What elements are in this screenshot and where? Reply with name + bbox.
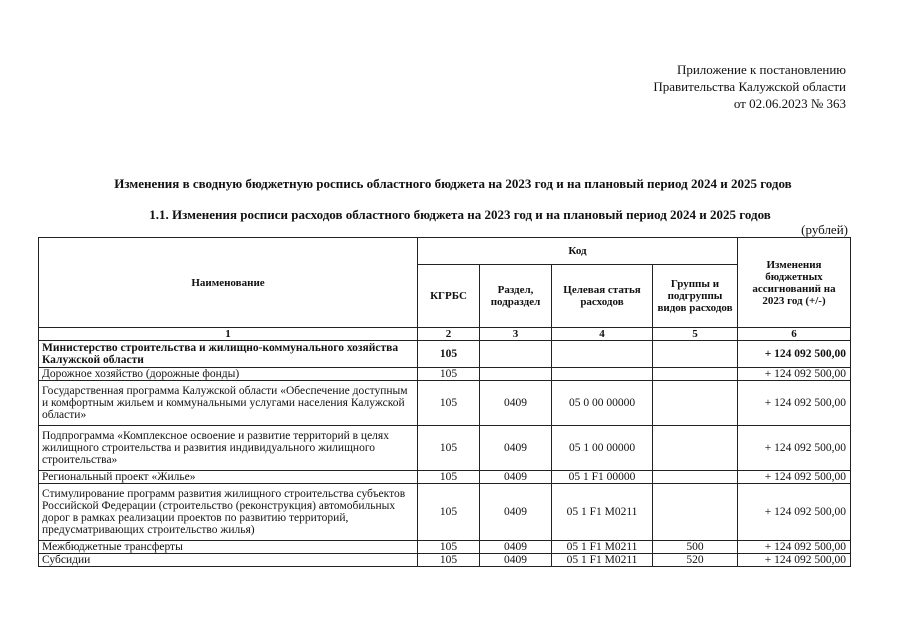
col-number-3: 3 [480,328,552,341]
col-number-4: 4 [552,328,653,341]
row-group [653,381,738,426]
row-target [552,341,653,368]
row-target: 05 1 F1 M0211 [552,554,653,567]
col-number-1: 1 [39,328,418,341]
row-kgrbs: 105 [418,541,480,554]
col-number-5: 5 [653,328,738,341]
row-target [552,368,653,381]
row-amount: + 124 092 500,00 [738,471,851,484]
row-target: 05 1 F1 M0211 [552,541,653,554]
header-groups: Группы и подгруппы видов расходов [653,265,738,328]
row-amount: + 124 092 500,00 [738,381,851,426]
row-target: 05 1 F1 M0211 [552,484,653,541]
col-number-2: 2 [418,328,480,341]
table-row [39,541,851,554]
row-target: 05 0 00 00000 [552,381,653,426]
row-name: Подпрограмма «Комплексное освоение и развитие территорий в целях жилищного строительства и развития индивидуального жилищного строительства» [39,426,418,471]
row-section: 0409 [480,484,552,541]
row-name: Региональный проект «Жилье» [39,471,418,484]
row-group [653,341,738,368]
header-target: Целевая статья расходов [552,265,653,328]
row-amount: + 124 092 500,00 [738,426,851,471]
row-group: 520 [653,554,738,567]
row-section [480,341,552,368]
table-row [39,554,851,567]
header-name: Наименование [39,238,418,328]
document-title: Изменения в сводную бюджетную роспись областного бюджета на 2023 год и на плановый период 2024 и 2025 годов [114,176,792,191]
annex-line-2: Правительства Калужской области [653,79,846,94]
row-kgrbs: 105 [418,426,480,471]
row-name: Межбюджетные трансферты [39,541,418,554]
row-name: Государственная программа Калужской области «Обеспечение доступным и комфортным жильем и коммунальными услугами населения Калужской области» [39,381,418,426]
row-kgrbs: 105 [418,368,480,381]
row-kgrbs: 105 [418,484,480,541]
row-kgrbs: 105 [418,341,480,368]
row-section [480,368,552,381]
row-target: 05 1 00 00000 [552,426,653,471]
col-number-6: 6 [738,328,851,341]
row-section: 0409 [480,554,552,567]
header-kgrbs: КГРБС [418,265,480,328]
row-group [653,471,738,484]
annex-line-3: от 02.06.2023 № 363 [733,96,846,111]
row-name: Субсидии [39,554,418,567]
row-group [653,426,738,471]
row-kgrbs: 105 [418,381,480,426]
row-section: 0409 [480,471,552,484]
row-kgrbs: 105 [418,554,480,567]
row-section: 0409 [480,381,552,426]
row-amount: + 124 092 500,00 [738,554,851,567]
row-name: Министерство строительства и жилищно-коммунального хозяйства Калужской области [39,341,418,368]
table-row [39,426,851,471]
annex-block [653,61,846,112]
table-row [39,381,851,426]
document-subtitle: 1.1. Изменения росписи расходов областного бюджета на 2023 год и на плановый период 2024 и 2025 годов [149,207,771,222]
row-target: 05 1 F1 00000 [552,471,653,484]
row-group [653,368,738,381]
table-row [39,341,851,368]
budget-table [38,237,851,567]
row-group [653,484,738,541]
row-name: Стимулирование программ развития жилищного строительства субъектов Российской Федерации (строительство (реконструкция) автомобильных дорог в рамках реализации проектов по развитию территорий, предусматривающих строительство жилья) [39,484,418,541]
row-amount: + 124 092 500,00 [738,484,851,541]
table-row [39,368,851,381]
header-change: Изменения бюджетных ассигнований на 2023 год (+/-) [738,238,851,328]
row-section: 0409 [480,541,552,554]
row-section: 0409 [480,426,552,471]
annex-line-1: Приложение к постановлению [676,62,846,77]
row-name: Дорожное хозяйство (дорожные фонды) [39,368,418,381]
table-row [39,471,851,484]
row-amount: + 124 092 500,00 [738,368,851,381]
unit-label: (рублей) [801,222,848,237]
header-code: Код [418,238,738,265]
row-amount: + 124 092 500,00 [738,341,851,368]
header-section: Раздел, подраздел [480,265,552,328]
row-amount: + 124 092 500,00 [738,541,851,554]
row-group: 500 [653,541,738,554]
row-kgrbs: 105 [418,471,480,484]
table-row [39,484,851,541]
